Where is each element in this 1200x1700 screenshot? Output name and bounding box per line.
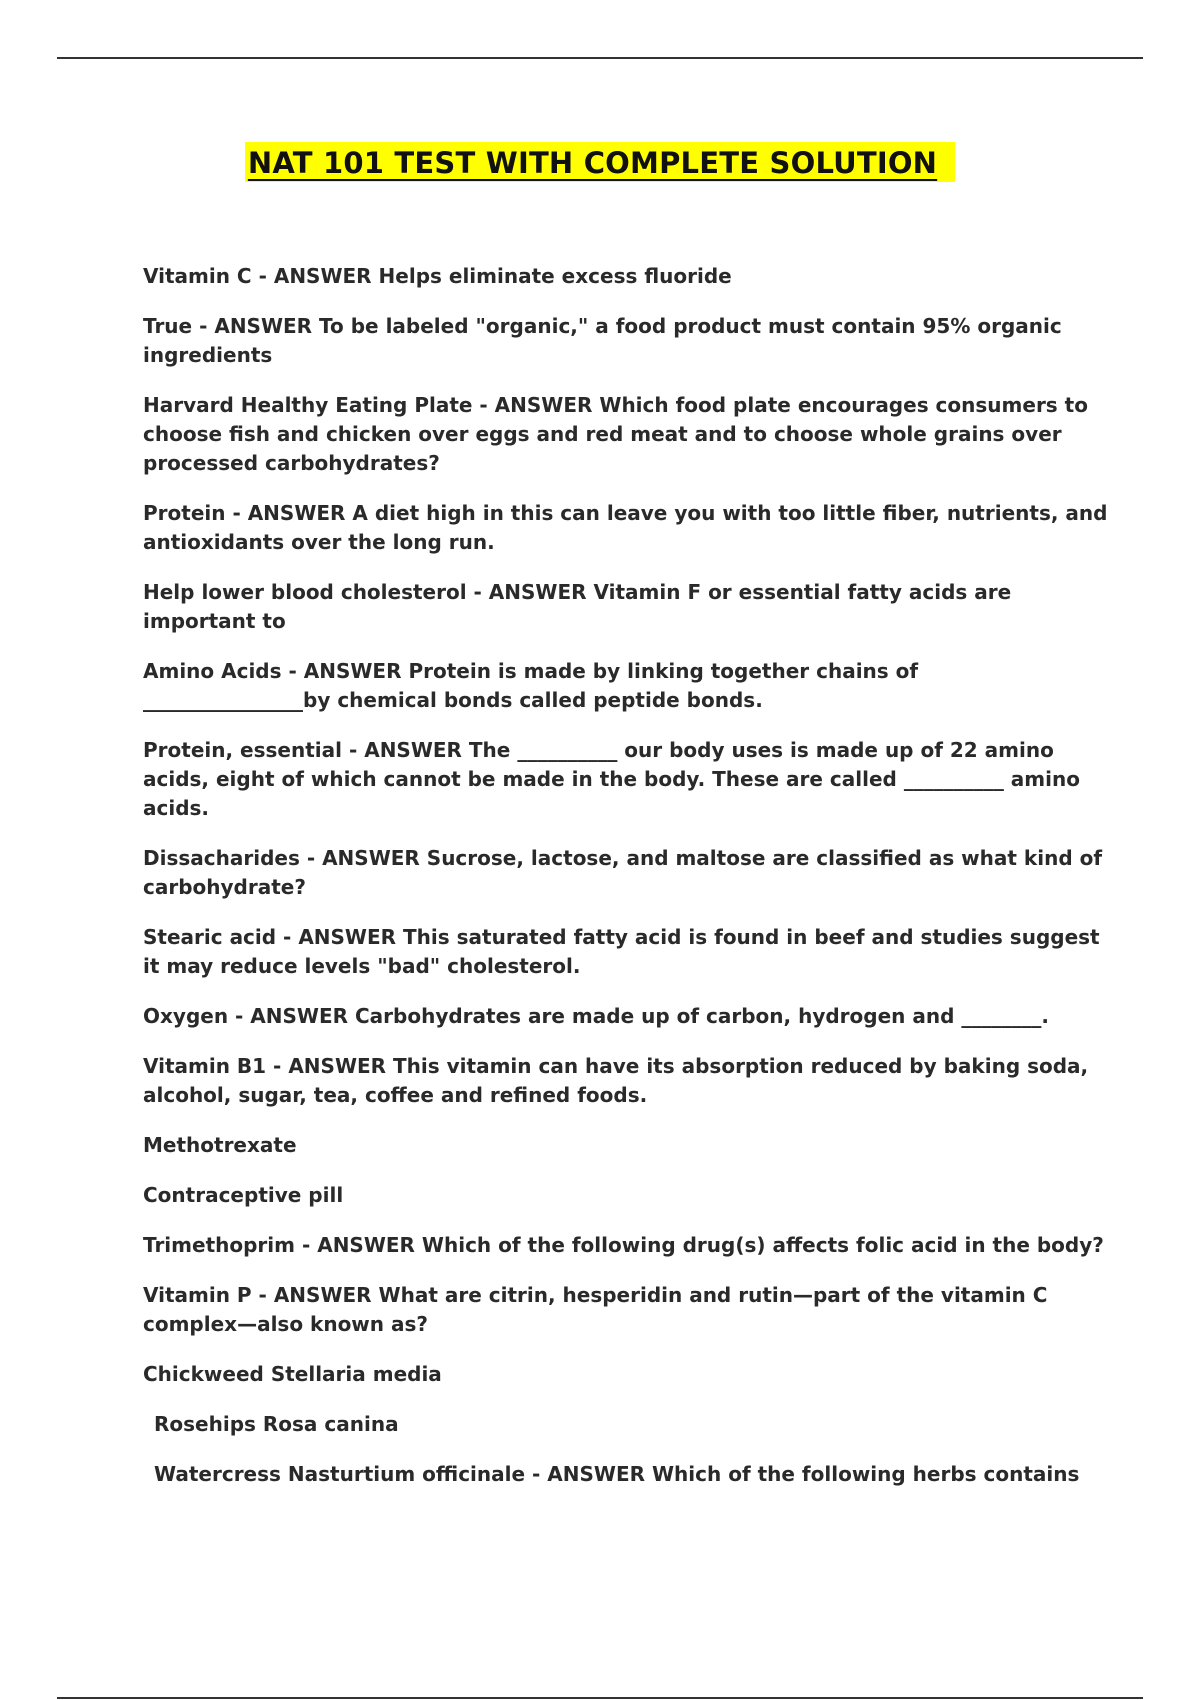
qa-item: Stearic acid - ANSWER This saturated fatty acid is found in beef and studies suggest it may reduce levels "bad" cholesterol.: [143, 925, 1100, 978]
qa-item: Contraceptive pill: [143, 1183, 344, 1207]
qa-list: [143, 262, 1108, 1510]
bottom-rule: [57, 1697, 1143, 1699]
qa-item: Methotrexate: [143, 1133, 297, 1157]
top-rule: [57, 57, 1143, 59]
qa-item: Oxygen - ANSWER Carbohydrates are made up of carbon, hydrogen and ________.: [143, 1004, 1049, 1028]
qa-item: True - ANSWER To be labeled "organic," a food product must contain 95% organic ingredients: [143, 314, 1062, 367]
qa-item: Vitamin P - ANSWER What are citrin, hesperidin and rutin—part of the vitamin C complex—also known as?: [143, 1283, 1048, 1336]
qa-item: Amino Acids - ANSWER Protein is made by linking together chains of ________________by chemical bonds called peptide bonds.: [143, 659, 919, 712]
page-title: NAT 101 TEST WITH COMPLETE SOLUTION: [245, 142, 955, 182]
qa-item: Chickweed Stellaria media: [143, 1362, 442, 1386]
qa-item: Trimethoprim - ANSWER Which of the following drug(s) affects folic acid in the body?: [143, 1233, 1104, 1257]
qa-item: Protein, essential - ANSWER The __________ our body uses is made up of 22 amino acids, eight of which cannot be made in the body. These are called __________ amino acids.: [143, 738, 1080, 820]
title-container: [0, 142, 1200, 182]
qa-item: Vitamin B1 - ANSWER This vitamin can have its absorption reduced by baking soda, alcohol, sugar, tea, coffee and refined foods.: [143, 1054, 1089, 1107]
qa-item: Dissacharides - ANSWER Sucrose, lactose, and maltose are classified as what kind of carbohydrate?: [143, 846, 1103, 899]
qa-item: Harvard Healthy Eating Plate - ANSWER Which food plate encourages consumers to choose fish and chicken over eggs and red meat and to choose whole grains over processed carbohydrates?: [143, 393, 1088, 475]
qa-item: Rosehips Rosa canina: [154, 1412, 399, 1436]
qa-item: Watercress Nasturtium officinale - ANSWER Which of the following herbs contains: [154, 1462, 1080, 1486]
qa-item: Help lower blood cholesterol - ANSWER Vitamin F or essential fatty acids are important to: [143, 580, 1012, 633]
qa-item: Protein - ANSWER A diet high in this can leave you with too little fiber, nutrients, and antioxidants over the long run.: [143, 501, 1108, 554]
qa-item: Vitamin C - ANSWER Helps eliminate excess fluoride: [143, 264, 732, 288]
